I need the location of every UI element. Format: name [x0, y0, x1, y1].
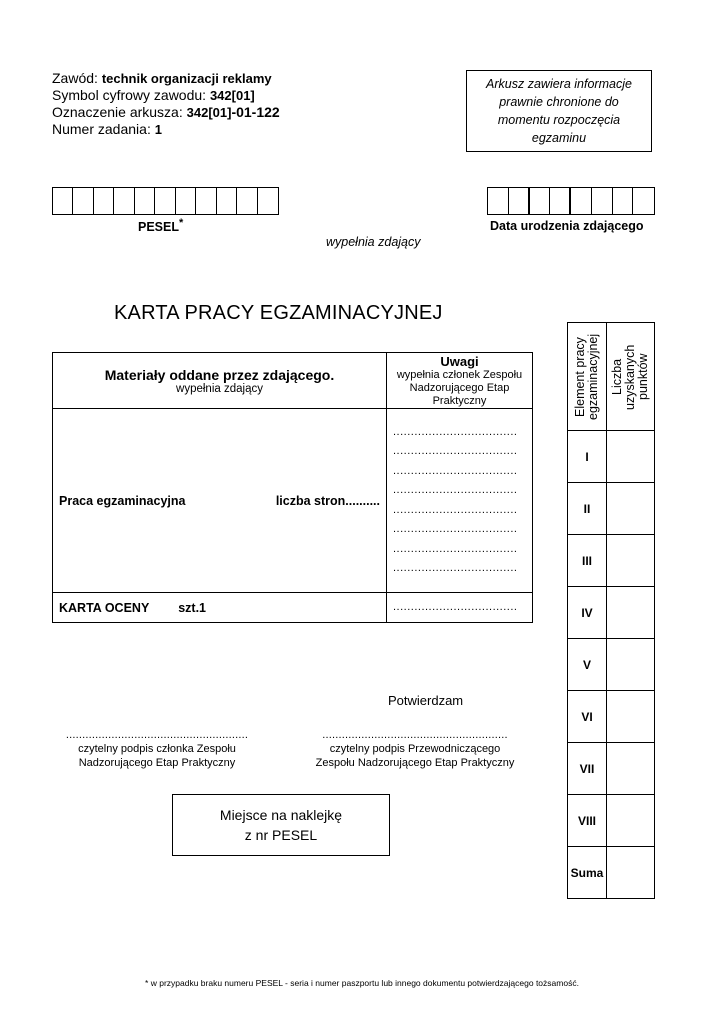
pesel-digit-box[interactable]: [135, 188, 155, 214]
task-value: 1: [154, 122, 162, 137]
notes-sub: wypełnia członek Zespołu: [396, 368, 523, 381]
dotted-line: ...................................: [393, 425, 518, 438]
birth-date-digit-box[interactable]: [571, 188, 592, 214]
page-title: KARTA PRACY EGZAMINACYJNEJ: [114, 302, 443, 324]
notes-sub: Nadzorującego Etap: [409, 381, 510, 394]
pesel-digit-box[interactable]: [196, 188, 216, 214]
scoring-row: [568, 431, 655, 483]
signature-member[interactable]: [52, 728, 262, 770]
signature-dots: .........................................................: [322, 729, 508, 741]
pesel-boxes[interactable]: [52, 187, 279, 215]
points-cell[interactable]: [607, 847, 655, 899]
profession-label: Zawód:: [52, 70, 102, 86]
exam-header: [52, 70, 280, 138]
pesel-digit-box[interactable]: [258, 188, 278, 214]
notes-header-cell: [387, 353, 533, 409]
birth-date-digit-box[interactable]: [488, 188, 509, 214]
code-value: 342[01]: [209, 88, 255, 103]
pesel-digit-box[interactable]: [94, 188, 114, 214]
notice-line: momentu rozpoczęcia: [497, 113, 621, 127]
notes-sub: Praktyczny: [432, 394, 487, 407]
notice-line: prawnie chronione do: [499, 95, 619, 109]
birth-date-boxes[interactable]: [487, 187, 655, 215]
notice-line: Arkusz zawiera informacje: [486, 77, 632, 91]
exam-work-cell: [53, 409, 387, 593]
pesel-digit-box[interactable]: [155, 188, 175, 214]
materials-header-cell: [53, 353, 387, 409]
element-label: IV: [568, 587, 607, 639]
pesel-digit-box[interactable]: [237, 188, 257, 214]
page-count-field[interactable]: liczba stron..........: [275, 493, 380, 508]
sheet-value-a: 342[01]: [186, 105, 232, 120]
pesel-digit-box[interactable]: [114, 188, 134, 214]
scoring-row: [568, 691, 655, 743]
scoring-row: [568, 795, 655, 847]
pesel-sticker-area: [172, 794, 390, 856]
signature-dots: ........................................................: [65, 729, 249, 741]
element-label: II: [568, 483, 607, 535]
scoring-row: [568, 743, 655, 795]
scoring-row: [568, 483, 655, 535]
materials-table: [52, 352, 533, 623]
points-cell[interactable]: [607, 795, 655, 847]
score-card-label: KARTA OCENY: [59, 600, 150, 615]
scoring-row: [568, 535, 655, 587]
materials-header-main: Materiały oddane przez zdającego.: [104, 366, 335, 383]
element-label: I: [568, 431, 607, 483]
element-label: VI: [568, 691, 607, 743]
pesel-digit-box[interactable]: [53, 188, 73, 214]
footnote: * w przypadku braku numeru PESEL - seria i numer paszportu lub innego dokumentu potwierdzającego tożsamość.: [145, 978, 579, 988]
score-card-notes-cell[interactable]: [387, 593, 533, 623]
pesel-digit-box[interactable]: [176, 188, 196, 214]
element-column-header: [568, 323, 607, 431]
profession-value: technik organizacji reklamy: [101, 71, 272, 86]
dotted-line: ...................................: [393, 523, 518, 535]
code-label: Symbol cyfrowy zawodu:: [52, 87, 210, 103]
signature-chair[interactable]: [300, 728, 530, 770]
signature-caption: Nadzorującego Etap Praktyczny: [78, 757, 236, 769]
dotted-line: ...................................: [393, 562, 518, 574]
birth-date-digit-box[interactable]: [550, 188, 571, 214]
filled-by-candidate: wypełnia zdający: [326, 235, 421, 249]
birth-date-digit-box[interactable]: [613, 188, 634, 214]
task-label: Numer zadania:: [52, 121, 155, 137]
dotted-line: ...................................: [393, 600, 518, 613]
score-card-qty: szt.1: [178, 600, 206, 615]
pesel-asterisk: *: [179, 217, 184, 229]
element-label: VII: [568, 743, 607, 795]
protected-info-notice: [466, 70, 652, 152]
points-cell[interactable]: [607, 691, 655, 743]
dotted-line: ...................................: [393, 484, 518, 496]
points-cell[interactable]: [607, 483, 655, 535]
element-label: Suma: [568, 847, 607, 899]
dotted-line: ...................................: [393, 503, 518, 516]
score-card-cell: [53, 593, 387, 623]
points-cell[interactable]: [607, 587, 655, 639]
pesel-label: PESEL*: [138, 217, 184, 235]
signature-caption: Zespołu Nadzorującego Etap Praktyczny: [315, 757, 515, 769]
exam-work-label: Praca egzaminacyjna: [59, 493, 186, 508]
birth-date-label: Data urodzenia zdającego: [490, 219, 644, 233]
materials-header-sub: wypełnia zdający: [176, 382, 263, 395]
element-label: III: [568, 535, 607, 587]
sheet-value-b: -01-122: [231, 104, 280, 120]
element-label: V: [568, 639, 607, 691]
confirm-label: Potwierdzam: [388, 693, 464, 708]
birth-date-digit-box[interactable]: [592, 188, 613, 214]
sticker-line: Miejsce na naklejkę: [219, 807, 343, 823]
dotted-line: ...................................: [393, 542, 518, 555]
element-label: VIII: [568, 795, 607, 847]
pesel-digit-box[interactable]: [217, 188, 237, 214]
scoring-table: [567, 322, 655, 899]
points-header-text: Liczba uzyskanych punktów: [610, 343, 650, 410]
notes-title: Uwagi: [440, 353, 479, 369]
notice-line: egzaminu: [531, 131, 587, 145]
sheet-label: Oznaczenie arkusza:: [52, 104, 187, 120]
signature-caption: czytelny podpis członka Zespołu: [78, 743, 236, 755]
notes-dots-cell[interactable]: [387, 409, 533, 593]
signature-caption: czytelny podpis Przewodniczącego: [329, 743, 501, 755]
scoring-row: [568, 639, 655, 691]
pesel-digit-box[interactable]: [73, 188, 93, 214]
points-cell[interactable]: [607, 743, 655, 795]
scoring-row: [568, 847, 655, 899]
scoring-row: [568, 587, 655, 639]
element-header-text: Element pracy egzaminacyjnej: [573, 333, 600, 420]
points-cell[interactable]: [607, 535, 655, 587]
dotted-line: ...................................: [393, 464, 518, 477]
sticker-line: z nr PESEL: [244, 827, 318, 843]
birth-date-digit-box[interactable]: [509, 188, 530, 214]
points-cell[interactable]: [607, 639, 655, 691]
points-column-header: [607, 323, 655, 431]
dotted-line: ...................................: [393, 445, 518, 457]
birth-date-digit-box[interactable]: [633, 188, 654, 214]
points-cell[interactable]: [607, 431, 655, 483]
birth-date-digit-box[interactable]: [530, 188, 551, 214]
